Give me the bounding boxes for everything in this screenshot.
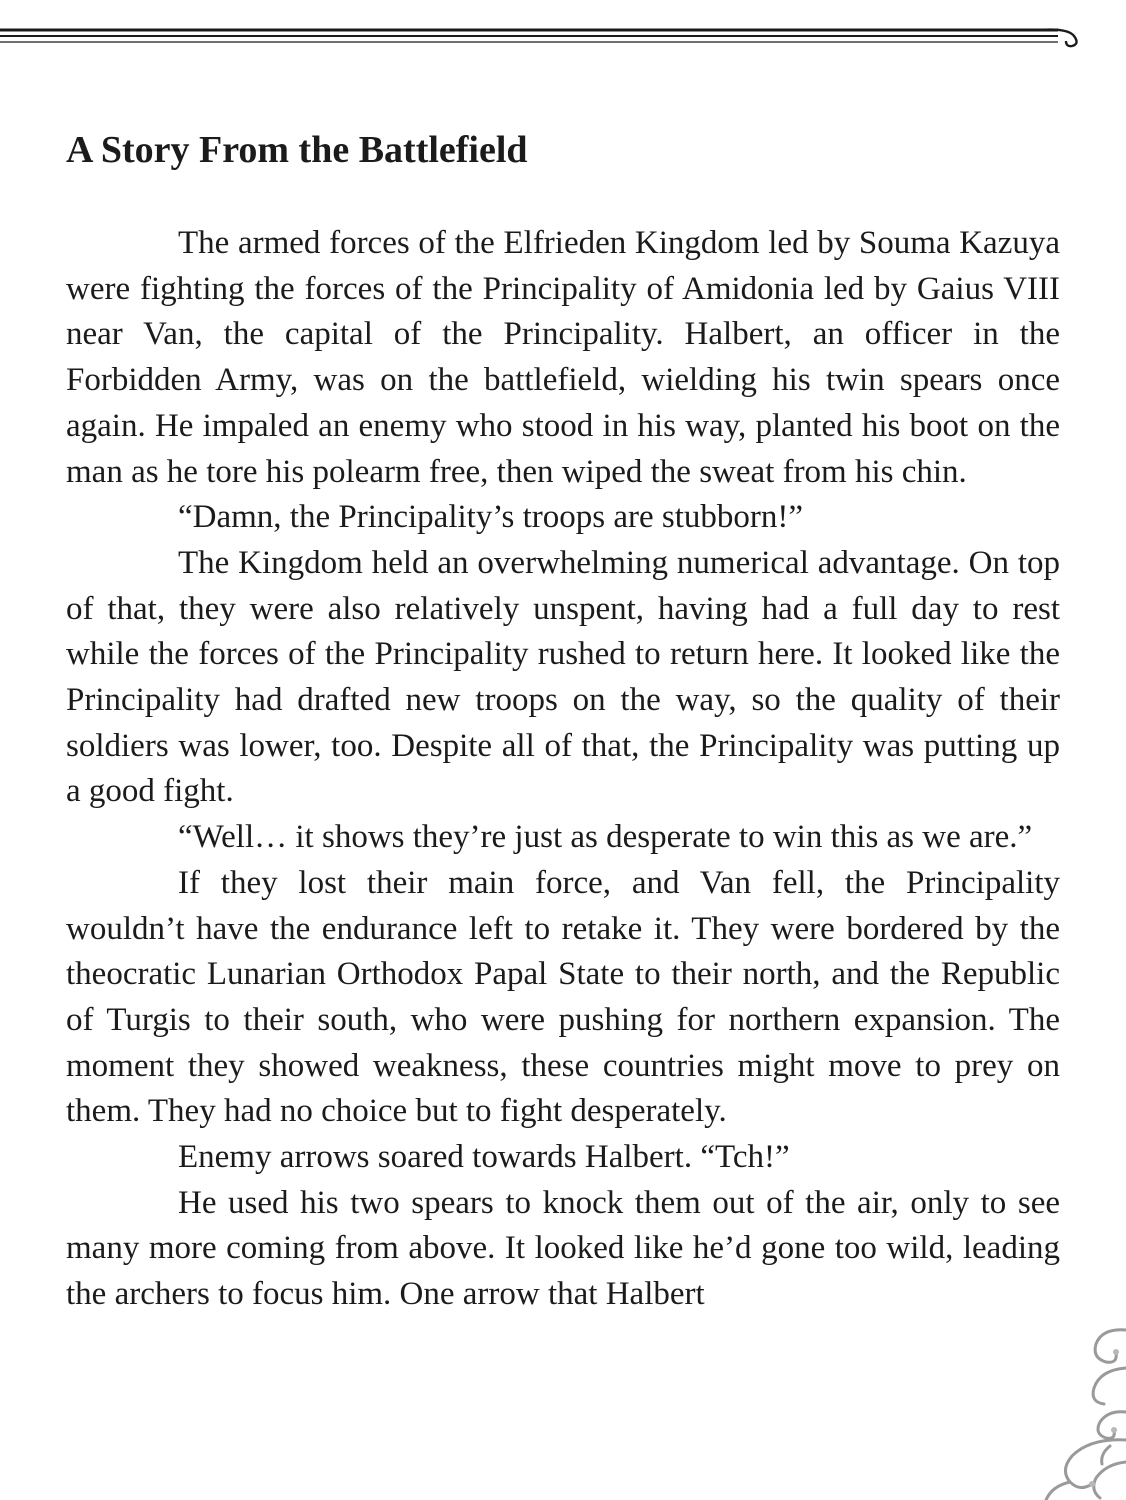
paragraph: “Damn, the Principality’s troops are stubborn!” <box>178 499 804 536</box>
chapter-title: A Story From the Battlefield <box>66 129 528 171</box>
corner-ornament-icon <box>1030 1322 1126 1500</box>
paragraph: Enemy arrows soared towards Halbert. “Tch!” <box>178 1139 790 1176</box>
body-text <box>66 221 1060 1318</box>
paragraph: “Well… it shows they’re just as desperate to win this as we are.” <box>178 819 1033 856</box>
paragraph: If they lost their main force, and Van fell, the Principality wouldn’t have the endurance left to retake it. They were bordered by the theocratic Lunarian Orthodox Papal State to their north, and the Republic of Turgis to their south, who were pushing for northern expansion. The moment they showed weakness, these countries might move to prey on them. They had no choice but to fight desperately. <box>66 864 1060 1130</box>
paragraph: He used his two spears to knock them out of the air, only to see many more coming from above. It looked like he’d gone too wild, leading the archers to focus him. One arrow that Halbert <box>66 1184 1060 1313</box>
paragraph: The Kingdom held an overwhelming numerical advantage. On top of that, they were also relatively unspent, having had a full day to rest while the forces of the Principality rushed to return here. It looked like the Principality had drafted new troops on the way, so the quality of their soldiers was lower, too. Despite all of that, the Principality was putting up a good fight. <box>66 544 1060 810</box>
top-decorative-rule <box>0 22 1090 52</box>
paragraph: The armed forces of the Elfrieden Kingdom led by Souma Kazuya were fighting the forces of the Principality of Amidonia led by Gaius VIII near Van, the capital of the Principality. Halbert, an officer in the Forbidden Army, was on the battlefield, wielding his twin spears once again. He impaled an enemy who stood in his way, planted his boot on the man as he tore his polearm free, then wiped the sweat from his chin. <box>66 225 1060 490</box>
